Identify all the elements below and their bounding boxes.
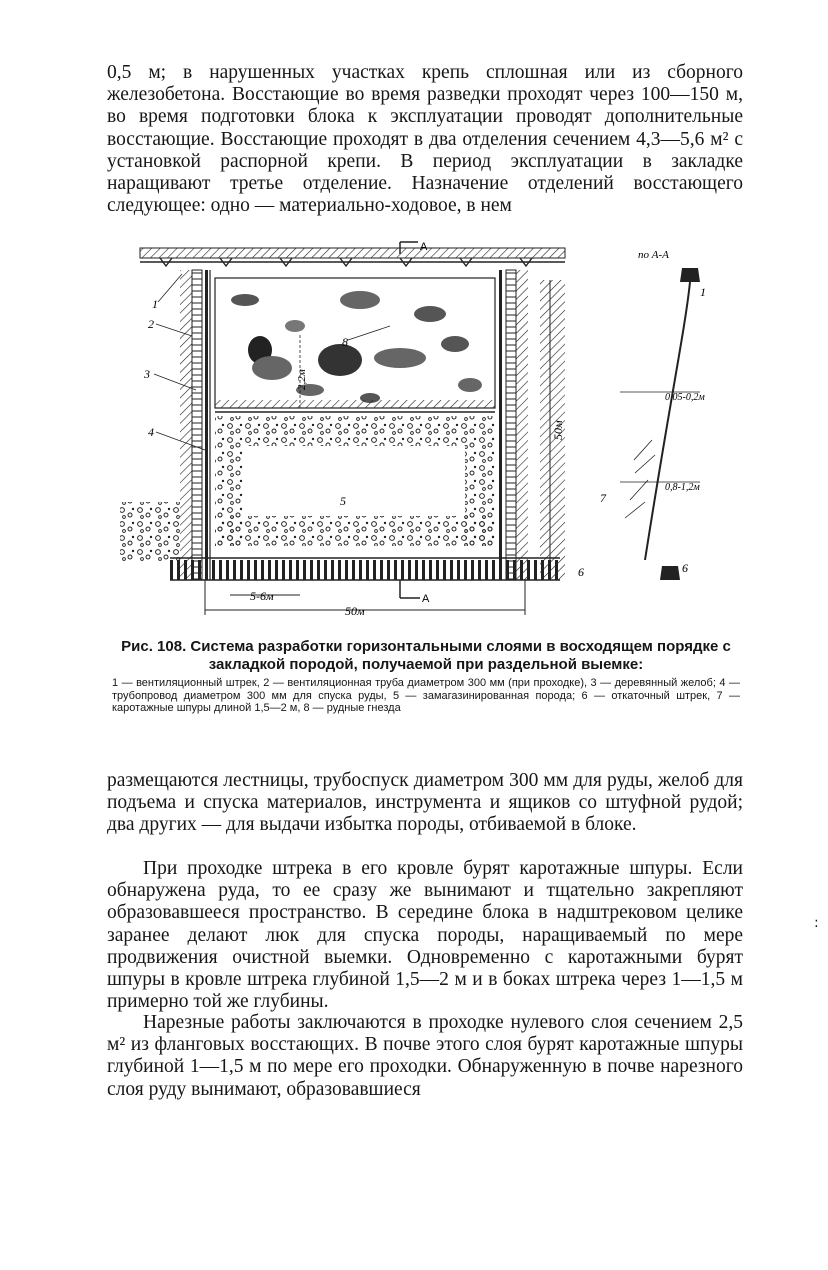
paragraph-2: размещаются лестницы, трубоспуск диаметром 300 мм для руды, желоб для подъема и спуска материалов, инструмента и ящиков со штуфной рудой; два других — для выдачи избытка породы, отбиваемой в блоке. (107, 770, 743, 836)
figure-caption-title: Рис. 108. Система разработки горизонтальными слоями в восходящем порядке с закладкой породой, получаемой при раздельной выемке: (121, 638, 731, 673)
margin-mark: : (814, 915, 819, 931)
section-view-aa (600, 249, 706, 580)
label-08: 0,8-1,2м (665, 482, 700, 493)
callout-6: 6 (578, 565, 584, 579)
callout-1: 1 (152, 297, 158, 311)
callout-8: 8 (342, 335, 348, 349)
label-50-horizontal: 50м (345, 604, 365, 618)
backfill-rock (120, 416, 495, 562)
left-raise (180, 270, 210, 580)
paragraph-4: Нарезные работы заключаются в проходке нулевого слоя сечением 2,5 м² из фланговых восстающих. В почве этого слоя бурят каротажные шпуры глубиной 1—1,5 м по мере его проходки. Обнаруженную в почве нарезного слоя руду вынимают, образовавшиеся (107, 1012, 743, 1100)
label-5-6: 5-6м (250, 589, 274, 603)
label-005: 0,05-0,2м (665, 392, 705, 403)
section-callout-6: 6 (682, 561, 688, 575)
figure-caption-legend: 1 — вентиляционный штрек, 2 — вентиляционная труба диаметром 300 мм (при проходке), 3 — деревянный желоб; 4 — трубопровод диаметром 300 мм для спуска руды, 5 — замагазинированная порода; 6 — откаточный штрек, 7 — каротажные шпуры длиной 1,5—2 м, 8 — рудные гнезда (112, 677, 740, 715)
section-callout-1: 1 (700, 285, 706, 299)
dimension-bottom (205, 580, 525, 618)
callout-4: 4 (148, 425, 154, 439)
paragraph-top: 0,5 м; в нарушенных участках крепь сплошная или из сборного железобетона. Восстающие во время разведки проходят через 100—150 м, во время подготовки блока к эксплуатации проводят дополнительные восстающие. Восстающие проходят в два отделения сечением 4,3—5,6 м² с установкой распорной крепи. В период эксплуатации в закладке наращивают третье отделение. Назначение отделений восстающего следующее: одно — материально-ходовое, в нем (107, 62, 743, 217)
mining-diagram (100, 240, 750, 620)
section-callout-7: 7 (600, 491, 606, 505)
figure-108 (100, 240, 750, 620)
label-a-top: А (420, 241, 428, 253)
haulage-drift (170, 558, 560, 580)
callout-5: 5 (340, 494, 346, 508)
ore-block (215, 278, 495, 412)
label-height: 2,2м (296, 369, 308, 390)
label-a-bottom: А (422, 593, 430, 605)
label-50-vertical: 50м (551, 420, 565, 440)
paragraph-3: При проходке штрека в его кровле бурят каротажные шпуры. Если обнаружена руда, то ее сразу же вынимают и тщательно закрепляют образовавшееся пространство. В середине блока в надштрековом целике заранее делают люк для спуска породы, наращиваемый по мере продвижения очистной выемки. Одновременно с каротажными бурят шпуры в кровле штрека глубиной 1,5—2 м и в боках штрека через 1—1,5 м примерно той же глубины. (107, 858, 743, 1013)
label-section-view: по А-А (638, 249, 669, 261)
ventilation-drift (140, 248, 565, 266)
callout-3: 3 (144, 367, 150, 381)
callout-2: 2 (148, 317, 154, 331)
